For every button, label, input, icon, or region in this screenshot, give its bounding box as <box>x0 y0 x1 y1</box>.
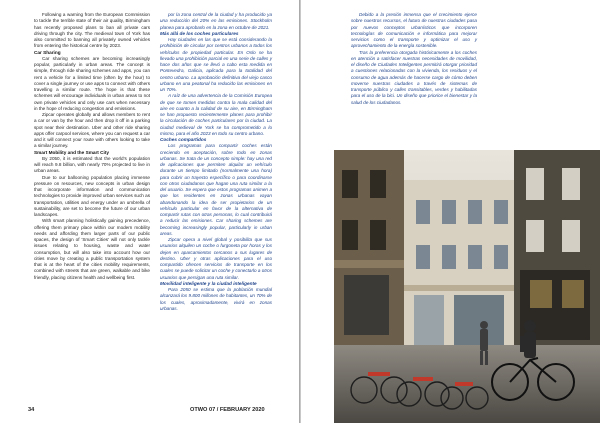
right-page <box>301 0 600 423</box>
section-heading: Car Sharing <box>34 49 61 55</box>
paragraph: Zipcar opera a nivel global y posibilita que sus usuarios alquilen un coche o furgoneta por horas y los dejen en aparcamientos cercanos a sus lugares de destino. Uber y otras aplicaciones para el uso compartido ofrecen servicios de transporte en los cuales se puede solicitar un coche y conectarlo a otros usuarios que persigan una ruta similar. <box>160 237 272 280</box>
paragraph: Los programas para compartir coches están creciendo en aceptación, sobre todo en zonas urbanas. Se trata de un concepto simple: hay una red de aplicaciones que permiten alquilar un vehículo durante un tiempo limitado (normalmente una hora) para cubrir un trayecto específico o para coordinarse con otros ciudadanos que hagan una ruta similar a la del usuario. Se espera que estos programas animen a que los residentes en zonas urbanas vayan abandonando la idea de ser propietarios de un vehículo particular en favor de la alternativa de compartir rutas con otras personas, lo cual contribuirá a reducir las emisiones. Car sharing schemes are becoming increasingly popular, particularly in urban areas. <box>160 143 272 236</box>
section-heading: Coches compartidos <box>160 137 207 142</box>
left-page <box>0 0 299 423</box>
section-heading: Más allá de los coches particulares <box>160 30 239 36</box>
paragraph: Due to our ballooning population placing immense pressure on resources, new concepts in urban design that incorporate information and communication technologies to provide improved urban services such as transportation, utilities and energy under an umbrella of sustainability, are set to become the future of our urban landscapes. <box>34 174 150 217</box>
paragraph: By 2050, it is estimated that the world's population will reach 9.8 billion, with nearly 70% projected to live in urban areas. <box>34 155 150 174</box>
magazine-issue-label: OTWO 07 / FEBRUARY 2020 <box>190 407 265 413</box>
spanish-column <box>160 12 272 312</box>
paragraph: Tras la preferencia otorgada históricamente a los coches en atención a satisfacer nuestras necesidades de movilidad, el diseño de Ciudades Inteligentes permitirá otorgar prioridad a cuestiones relacionadas con la vivienda, los residuos y el consumo de agua además de hacerse cargo de cómo deben moverse nuestras ciudades a través de sistemas de transporte público y calles transitables, verdes y habilitadas para el uso de la bici. Un diseño que priorice el bienestar y la salud de los ciudadanos. <box>351 49 477 105</box>
paragraph: Zipcar operates globally and allows members to rent a car or van by the hour and then drop it off in a parking spot near their destination. Uber and other ride sharing apps offer carpool services, where you can request a car and it will connect your route with others looking to take a similar journey. <box>34 112 150 149</box>
paragraph: Hay ciudades en las que se está considerando la prohibición de circular por centros urbanos a todos los vehículos de propiedad particular. En Oslo se ha llevado una prohibición parcial en una serie de calles y hace dos años que se llevó a cabo esta medida en Pontevedra, Galicia, aplicada para la totalidad del centro urbano. La aprobación definitiva del viejo casco urbano en una peatonal ha reducido las emisiones en un 70%. <box>160 37 272 92</box>
paragraph: Para 2050 se estima que la población mundial alcanzará los 9.800 millones de habitantes, un 70% de los cuales, aproximadamente, vivirá en zonas urbanas. <box>160 287 272 311</box>
paragraph: With smart planning holistically gaining precedence, offering them primary place within our modern mobility needs and affording them larger parts of our public spaces, the design of 'Smart Cities' will not only tackle issues relating to housing, waste and water consumption, but will also take into account how our cities move by creating a public transportation system that is at the heart of the cities mobility requirements, combined with streets that are green, walkable and bike friendly, placing citizens health and wellbeing first. <box>34 218 150 280</box>
section-heading: Movilidad inteligente y la ciudad inteligente <box>160 280 257 286</box>
street-photo <box>334 150 600 423</box>
page-number: 34 <box>28 407 35 413</box>
paragraph: Following a warning from the European Commission to tackle the terrible state of their air quality, Birmingham has recently proposed plans to ban all private cars driving through the city. The medieval town of York has also committed to banning all privately owned vehicles from entering the historical centre by 2023. <box>34 12 150 49</box>
paragraph: A raíz de una advertencia de la Comisión Europea de que se tomen medidas contra la mala calidad del aire en cuanto a la calidad de su aire, en Birmingham se han propuesto recientemente planes para prohibir la circulación de coches particulares por la ciudad. La ciudad medieval de York se ha comprometido a lo mismo, para el año 2023 en todo su centro urbano. <box>160 93 272 136</box>
paragraph: Car sharing schemes are becoming increasingly popular, particularly in urban areas. The concept is simple, through ride sharing schemes and apps, you can rent a vehicle for a limited time (often by the hour) to cover a single journey or use apps to connect with others travelling a similar route. The hope is that these schemes will encourage individuals in urban areas to not own private vehicles and only use cars when necessary in the hope of reducing congestion and emissions. <box>34 55 150 111</box>
paragraph: Debido a la presión inmensa que el crecimiento ejerce sobre nuestros recursos, el futuro de nuestras ciudades pasa por nuevos conceptos urbanísticos que incorporen tecnologías de comunicación e informática para mejorar servicios como el transporte y optimizar el uso y aprovechamiento de la energía sostenible. <box>351 12 477 49</box>
english-column <box>34 12 150 281</box>
street-photo-image <box>334 150 600 423</box>
section-heading: Smart Mobility and the Smart City <box>34 149 110 155</box>
spanish-column-right <box>351 12 477 106</box>
paragraph: por la zona central de la ciudad y ha producido ya una reducción del 20% en las emisiones. Stockholm planea para aprobarlo en la zona en octubre de 2021. <box>160 12 272 30</box>
